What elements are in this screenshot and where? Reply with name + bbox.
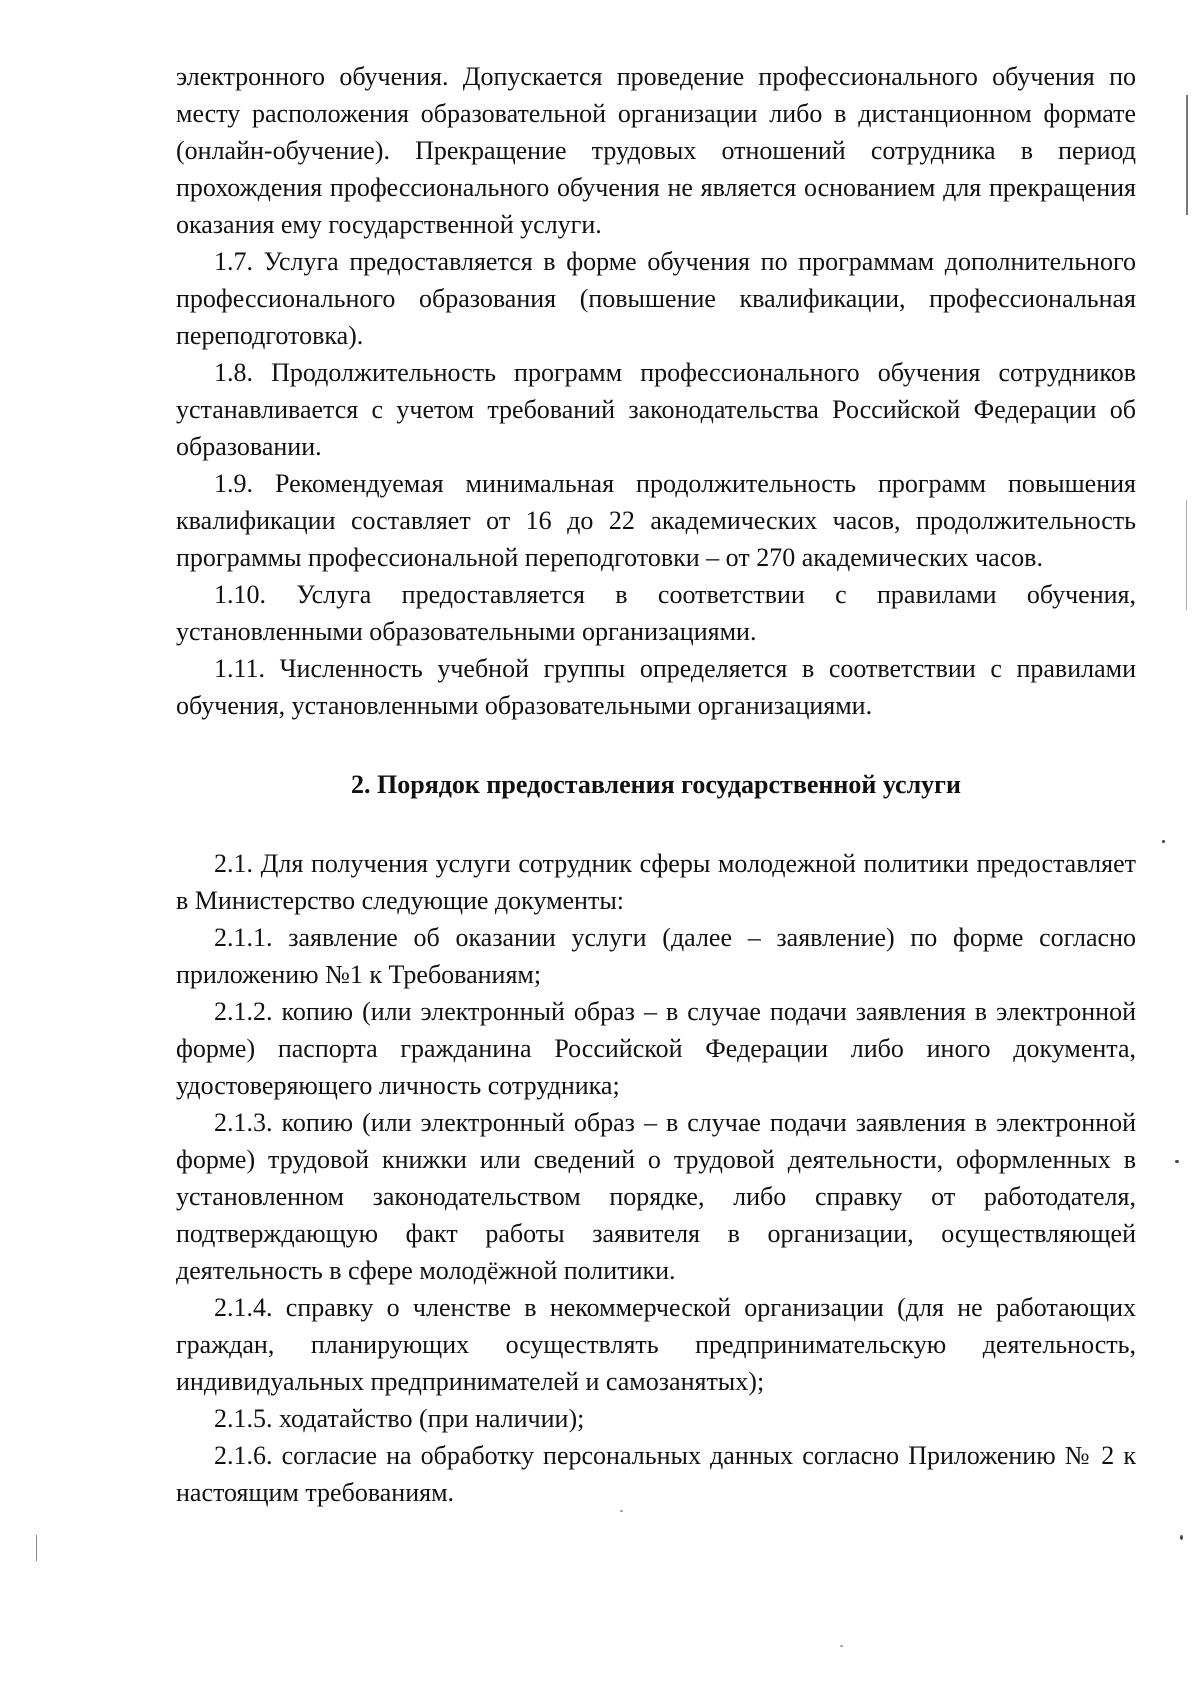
scan-speck <box>620 1510 623 1512</box>
scan-speck <box>840 1645 843 1647</box>
paragraph-continuation: электронного обучения. Допускается проведение профессионального обучения по месту расположения образовательной организации либо в дистанционном формате (онлайн-обучение). Прекращение трудовых отношений сотрудника в период прохождения профессионального обучения не является основанием для прекращения оказания ему государственной услуги. <box>176 62 1136 239</box>
scan-speck <box>1175 1160 1179 1163</box>
scan-edge-mark <box>1186 95 1188 215</box>
document-body <box>176 58 1136 1511</box>
paragraph-1-7: 1.7. Услуга предоставляется в форме обучения по программам дополнительного профессионального образования (повышение квалификации, профессиональная переподготовка). <box>176 247 1136 350</box>
paragraph-2-1: 2.1. Для получения услуги сотрудник сферы молодежной политики предоставляет в Министерство следующие документы: <box>176 849 1136 915</box>
scan-speck <box>1162 840 1165 843</box>
paragraph-1-8: 1.8. Продолжительность программ профессионального обучения сотрудников устанавливается с учетом требований законодательства Российской Федерации об образовании. <box>176 358 1136 461</box>
paragraph-2-1-4: 2.1.4. справку о членстве в некоммерческой организации (для не работающих граждан, планирующих осуществлять предпринимательскую деятельность, индивидуальных предпринимателей и самозанятых); <box>176 1293 1136 1396</box>
paragraph-1-10: 1.10. Услуга предоставляется в соответствии с правилами обучения, установленными образовательными организациями. <box>176 580 1136 646</box>
paragraph-1-9: 1.9. Рекомендуемая минимальная продолжительность программ повышения квалификации составляет от 16 до 22 академических часов, продолжительность программы профессиональной переподготовки – от 270 академических часов. <box>176 469 1136 572</box>
paragraph-2-1-6: 2.1.6. согласие на обработку персональных данных согласно Приложению № 2 к настоящим требованиям. <box>176 1441 1136 1507</box>
paragraph-2-1-3: 2.1.3. копию (или электронный образ – в случае подачи заявления в электронной форме) трудовой книжки или сведений о трудовой деятельности, оформленных в установленном законодательством порядке, либо справку от работодателя, подтверждающую факт работы заявителя в организации, осуществляющей деятельность в сфере молодёжной политики. <box>176 1108 1136 1285</box>
scan-edge-mark <box>36 1535 37 1561</box>
paragraph-1-11: 1.11. Численность учебной группы определяется в соответствии с правилами обучения, установленными образовательными организациями. <box>176 654 1136 720</box>
paragraph-2-1-1: 2.1.1. заявление об оказании услуги (далее – заявление) по форме согласно приложению №1 к Требованиям; <box>176 923 1136 989</box>
paragraph-2-1-5: 2.1.5. ходатайство (при наличии); <box>214 1404 585 1433</box>
scan-speck <box>1180 1535 1183 1540</box>
paragraph-2-1-2: 2.1.2. копию (или электронный образ – в случае подачи заявления в электронной форме) паспорта гражданина Российской Федерации либо иного документа, удостоверяющего личность сотрудника; <box>176 997 1136 1100</box>
section-2-heading: 2. Порядок предоставления государственной услуги <box>351 770 961 799</box>
scan-edge-mark <box>1186 500 1187 610</box>
